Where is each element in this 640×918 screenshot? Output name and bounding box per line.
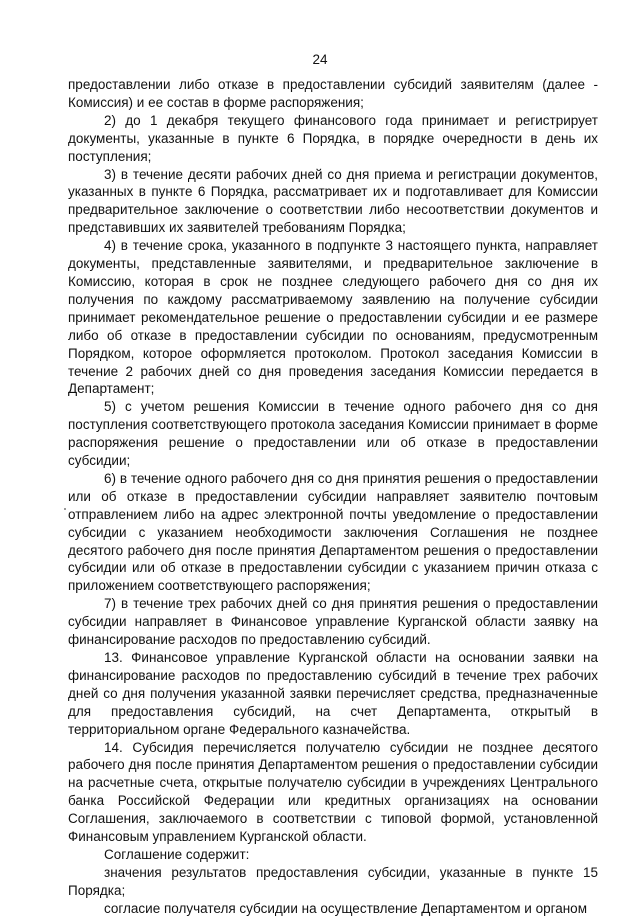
paragraph: 7) в течение трех рабочих дней со дня принятия решения о предоставлении субсидии направляет в Финансовое управление Курганской области заявку на финансирование расходов по предоставлению субсидий. <box>68 596 598 648</box>
scan-speck <box>64 508 66 510</box>
page-number: 24 <box>312 52 328 67</box>
paragraph: предоставлении либо отказе в предоставлении субсидий заявителям (далее - Комиссия) и ее состав в форме распоряжения; <box>68 77 598 110</box>
paragraph: 14. Субсидия перечисляется получателю субсидии не позднее десятого рабочего дня после принятия Департаментом решения о предоставлении субсидии на расчетные счета, открытые получателю субсидии в учреждениях Центрального банка Российской Федерации или кредитных организациях на основании Соглашения, заключаемого в соответствии с типовой формой, установленной Финансовым управлением Курганской области. <box>68 739 598 845</box>
paragraph: 3) в течение десяти рабочих дней со дня приема и регистрации документов, указанных в пункте 6 Порядка, рассматривает их и подготавливает для Комиссии предварительное заключение о соответствии либо несоответствии документов и представивших их заявителей требованиям Порядка; <box>68 166 598 236</box>
document-body <box>68 76 598 918</box>
paragraph: согласие получателя субсидии на осуществление Департаментом и органом <box>104 900 587 916</box>
paragraph: 4) в течение срока, указанного в подпункте 3 настоящего пункта, направляет документы, представленные заявителями, и предварительное заключение в Комиссию, которая в срок не позднее следующего рабочего дня со дня их получения по каждому рассматриваемому заявлению на получение субсидии принимает рекомендательное решение о предоставлении субсидии и ее размере либо об отказе в предоставлении субсидии по основаниям, предусмотренным Порядком, которое оформляется протоколом. Протокол заседания Комиссии в течение 2 рабочих дней со дня проведения заседания Комиссии передается в Департамент; <box>68 238 598 397</box>
paragraph: 5) с учетом решения Комиссии в течение одного рабочего дня со дня поступления соответствующего протокола заседания Комиссии принимает в форме распоряжения решение о предоставлении или об отказе в предоставлении субсидии; <box>68 399 598 469</box>
paragraph: Соглашение содержит: <box>104 846 250 862</box>
paragraph: 6) в течение одного рабочего дня со дня принятия решения о предоставлении или об отказе в предоставлении субсидии направляет заявителю почтовым отправлением либо на адрес электронной почты уведомление о предоставлении субсидии с указанием необходимости заключения Соглашения не позднее десятого рабочего дня после принятия Департаментом решения о предоставлении субсидии или об отказе в предоставлении субсидии с указанием причин отказа с приложением соответствующего распоряжения; <box>68 470 598 594</box>
paragraph: значения результатов предоставления субсидии, указанные в пункте 15 Порядка; <box>68 864 598 898</box>
paragraph: 13. Финансовое управление Курганской области на основании заявки на финансирование расходов по предоставлению субсидий в течение трех рабочих дней со дня получения указанной заявки перечисляет средства, предназначенные для предоставления субсидий, на счет Департамента, открытый в территориальном органе Федерального казначейства. <box>68 650 598 737</box>
paragraph: 2) до 1 декабря текущего финансового года принимает и регистрирует документы, указанные в пункте 6 Порядка, в порядке очередности в день их поступления; <box>68 112 598 164</box>
